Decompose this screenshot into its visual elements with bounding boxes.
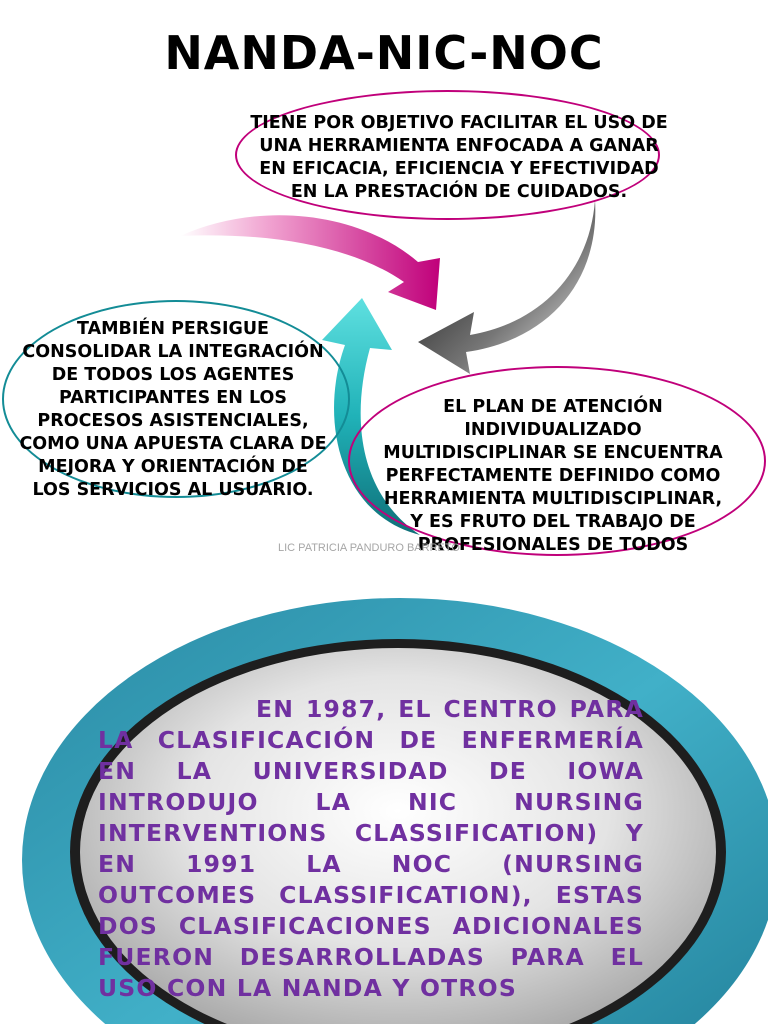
oval-body-text: EN 1987, EL CENTRO PARA LA CLASIFICACIÓN DE ENFERMERÍA EN LA UNIVERSIDAD DE IOWA INTRODUJO LA NIC NURSING INTERVENTIONS CLASSIFICATION) Y EN 1991 LA NOC (NURSING OUTCOMES CLASSIFICATION), ESTAS DOS CLASIFICACIONES ADICIONALES FUERON DESARROLLADAS PARA EL USO CON LA NANDA Y OTROS [98,695,644,1002]
bubble-top-right-text: TIENE POR OBJETIVO FACILITAR EL USO DE UNA HERRAMIENTA ENFOCADA A GANAR EN EFICACIA, EFICIENCIA Y EFECTIVIDAD EN LA PRESTACIÓN DE CUIDADOS. [250,113,668,202]
bubble-left-text: TAMBIÉN PERSIGUE CONSOLIDAR LA INTEGRACIÓN DE TODOS LOS AGENTES PARTICIPANTES EN LOS PROCESOS ASISTENCIALES, COMO UNA APUESTA CLARA DE MEJORA Y ORIENTACIÓN DE LOS SERVICIOS AL USUARIO. [19,319,327,500]
page-title: NANDA-NIC-NOC [164,26,604,80]
gray-arrow-icon [418,200,595,374]
magenta-arrow-icon [180,215,440,310]
author-watermark: LIC PATRICIA PANDURO BARRETO [278,542,460,554]
bubble-right-text: EL PLAN DE ATENCIÓN INDIVIDUALIZADO MULTIDISCIPLINAR SE ENCUENTRA PERFECTAMENTE DEFINIDO COMO HERRAMIENTA MULTIDISCIPLINAR, Y ES FRUTO DEL TRABAJO DE PROFESIONALES DE TODOS [383,397,723,555]
